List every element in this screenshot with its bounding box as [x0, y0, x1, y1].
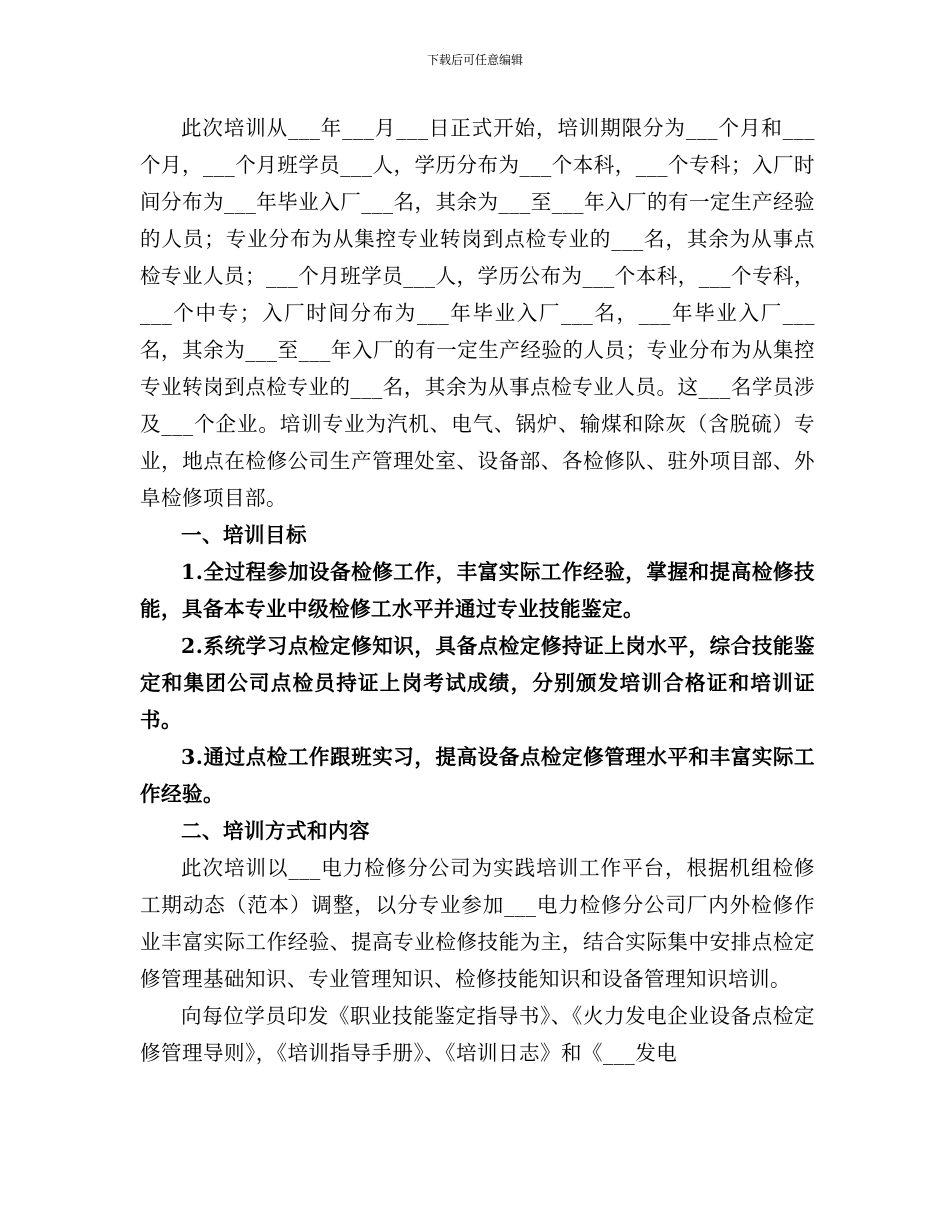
section-heading-goals: 一、培训目标: [181, 523, 307, 547]
methods-paragraph: 此次培训以___电力检修分公司为实践培训工作平台，根据机组检修工期动态（范本）调整，以分专业参加___电力检修分公司厂内外检修作业丰富实际工作经验、提高专业检修技能为主，结合实际集中安排点检定修管理基础知识、专业管理知识、检修技能知识和设备管理知识培训。: [140, 856, 815, 991]
intro-paragraph: 此次培训从___年___月___日正式开始，培训期限分为___个月和___个月，___个月班学员___人，学历分布为___个本科，___个专科；入厂时间分布为___年毕业入厂___名，其余为___至___年入厂的有一定生产经验的人员；专业分布为从集控专业转岗到点检专业的___名，其余为从事点检专业人员；___个月班学员___人，学历公布为___个本科，___个专科，___个中专；入厂时间分布为___年毕业入厂___名，___年毕业入厂___名，其余为___至___年入厂的有一定生产经验的人员；专业分布为从集控专业转岗到点检专业的___名，其余为从事点检专业人员。这___名学员涉及___个企业。培训专业为汽机、电气、锅炉、输煤和除灰（含脱硫）专业，地点在检修公司生产管理处室、设备部、各检修队、驻外项目部、外阜检修项目部。: [140, 116, 815, 510]
goal-item-1: 1.全过程参加设备检修工作，丰富实际工作经验，掌握和提高检修技能，具备本专业中级检修工水平并通过专业技能鉴定。: [140, 560, 815, 621]
page-header: 下载后可任意编辑: [426, 53, 523, 67]
goal-item-3: 3.通过点检工作跟班实习，提高设备点检定修管理水平和丰富实际工作经验。: [140, 745, 815, 806]
document-body: [140, 110, 815, 1072]
goal-item-2: 2.系统学习点检定修知识，具备点检定修持证上岗水平，综合技能鉴定和集团公司点检员持证上岗考试成绩，分别颁发培训合格证和培训证书。: [140, 634, 815, 732]
materials-paragraph: 向每位学员印发《职业技能鉴定指导书》、《火力发电企业设备点检定修管理导则》，《培训指导手册》、《培训日志》和《___发电: [140, 1004, 815, 1065]
section-heading-methods: 二、培训方式和内容: [181, 819, 370, 843]
